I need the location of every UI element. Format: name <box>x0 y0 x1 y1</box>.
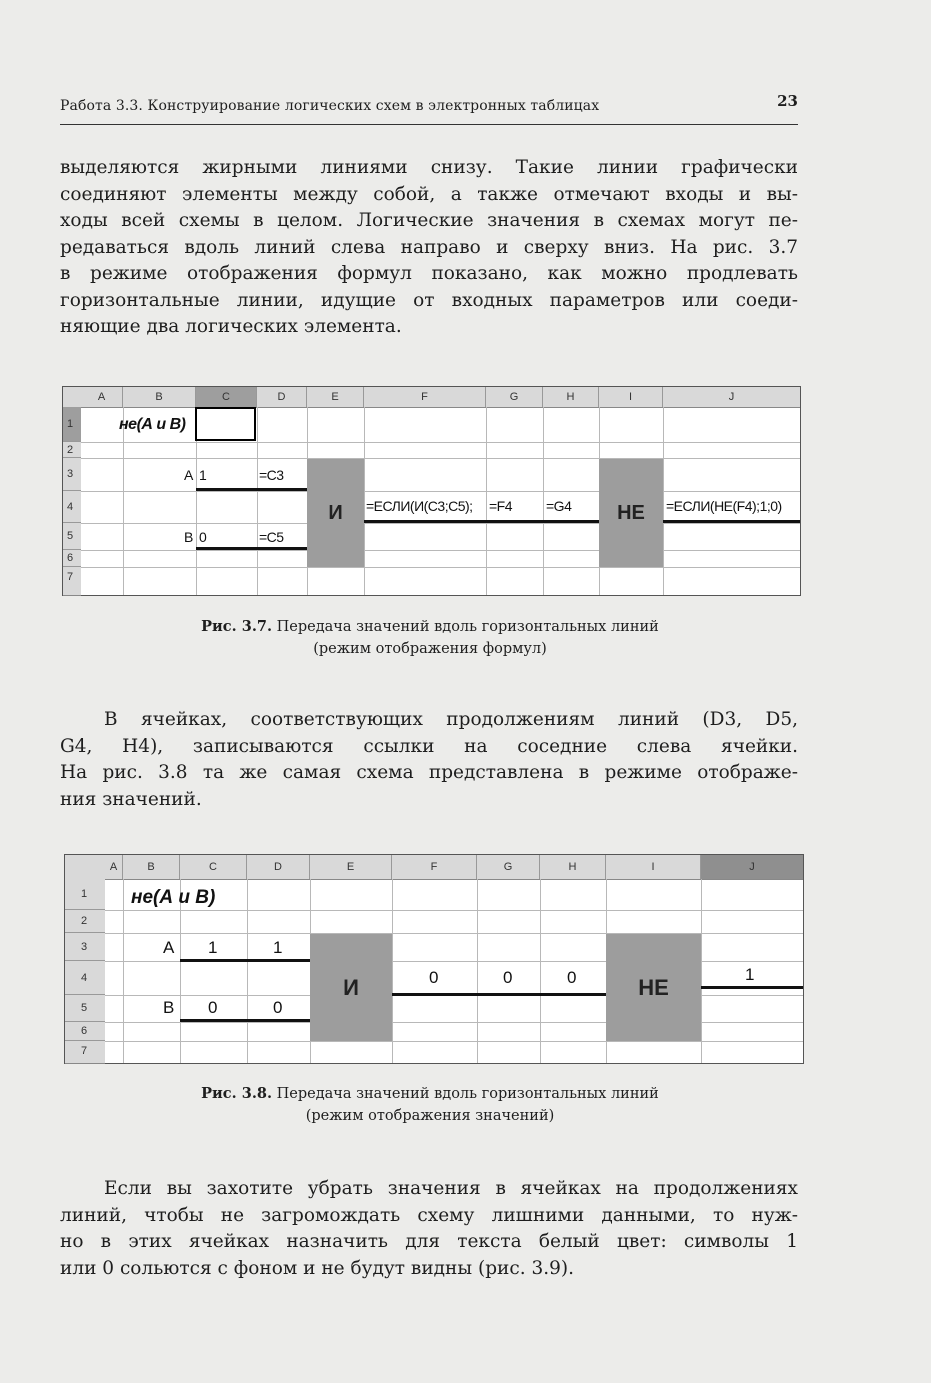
column-header-b: B <box>123 855 180 879</box>
column-header-f: F <box>392 855 477 879</box>
caption-label: Рис. 3.8. <box>201 1085 272 1102</box>
and-gate-block: И <box>310 934 392 1041</box>
text-line: в режиме отображения формул показано, как можно продлевать <box>60 263 798 284</box>
row-header-5: 5 <box>63 523 81 550</box>
output-line-j4 <box>701 986 803 989</box>
cell-d3-value: 1 <box>273 938 283 957</box>
cell-b5-label: В <box>163 998 175 1017</box>
caption-text: Передача значений вдоль горизонтальных линий <box>276 619 659 635</box>
grid-line <box>540 879 541 1063</box>
text-line: соединяют элементы между собой, а также отмечают входы и вы- <box>60 183 798 205</box>
column-header-a: A <box>81 387 123 407</box>
cell-j4-formula: =ЕСЛИ(НЕ(F4);1;0) <box>666 498 782 514</box>
row-header-6: 6 <box>63 550 81 567</box>
grid-line <box>392 879 393 1063</box>
not-gate-block: НЕ <box>606 934 701 1041</box>
row-header-4: 4 <box>65 961 105 995</box>
cell-j4-value: 1 <box>745 965 755 984</box>
running-header <box>60 90 798 125</box>
figure-3-8-caption <box>60 1083 800 1127</box>
paragraph-2 <box>60 707 798 813</box>
column-header-b: B <box>123 387 196 407</box>
caption-text: Передача значений вдоль горизонтальных линий <box>276 1086 659 1102</box>
column-header-h: H <box>543 387 599 407</box>
text-line: В ячейках, соответствующих продолжениям линий (D3, D5, <box>104 709 798 730</box>
column-header-d: D <box>247 855 310 879</box>
row-header-5: 5 <box>65 995 105 1022</box>
grid-line <box>81 523 800 524</box>
selected-cell-c1 <box>195 407 256 441</box>
cell-b3-label: А <box>184 467 193 483</box>
row-header-4: 4 <box>63 491 81 523</box>
line-extension-d5 <box>247 1019 310 1022</box>
grid-line <box>105 1041 803 1042</box>
column-header-g: G <box>486 387 543 407</box>
column-header-i: I <box>599 387 663 407</box>
output-line-j4 <box>663 520 800 523</box>
cell-h4-value: 0 <box>567 968 577 987</box>
row-header-1: 1 <box>63 407 81 442</box>
page-number: 23 <box>777 92 798 110</box>
text-line: но в этих ячейках назначить для текста белый цвет: символы 1 <box>60 1231 798 1252</box>
column-header-d: D <box>257 387 307 407</box>
row-header-1: 1 <box>65 879 105 910</box>
not-gate-block: НЕ <box>599 459 663 567</box>
connection-line-f4-h4 <box>392 993 606 996</box>
cell-b1-title: не(А и В) <box>119 416 186 433</box>
paragraph-3 <box>60 1176 798 1282</box>
row-header-7: 7 <box>63 567 81 595</box>
cell-b3-label: А <box>163 938 175 957</box>
grid-line <box>81 458 800 459</box>
cell-d3-formula: =C3 <box>259 467 284 483</box>
spreadsheet-figure-3-7 <box>62 386 801 596</box>
grid-line <box>477 879 478 1063</box>
column-header-i: I <box>606 855 701 879</box>
column-header-f: F <box>364 387 486 407</box>
grid-line <box>81 442 800 443</box>
text-line: редаваться вдоль линий слева направо и сверху вниз. На рис. 3.7 <box>60 236 798 258</box>
cell-h4-formula: =G4 <box>546 498 572 514</box>
row-header-3: 3 <box>65 933 105 961</box>
cell-g4-formula: =F4 <box>489 498 513 514</box>
input-line-b <box>180 1019 247 1022</box>
cell-c3-value: 1 <box>208 938 218 957</box>
column-header-g: G <box>477 855 540 879</box>
caption-text: (режим отображения значений) <box>305 1108 555 1124</box>
text-line: ния значений. <box>60 788 202 810</box>
column-header-j: J <box>701 855 803 879</box>
grid-line <box>81 567 800 568</box>
column-header-c: C <box>180 855 247 879</box>
spreadsheet-figure-3-8 <box>64 854 804 1064</box>
grid-line <box>123 879 124 1063</box>
cell-d5-formula: =C5 <box>259 529 284 545</box>
text-line: или 0 сольются с фоном и не будут видны (рис. 3.9). <box>60 1257 575 1279</box>
cell-d5-value: 0 <box>273 998 283 1017</box>
row-header-2: 2 <box>65 910 105 933</box>
and-gate-block: И <box>307 459 364 567</box>
column-header-e: E <box>307 387 364 407</box>
cell-f4-formula: =ЕСЛИ(И(C3;C5); <box>366 498 473 514</box>
input-line-a <box>196 488 257 491</box>
line-extension-d3 <box>257 488 307 491</box>
figure-3-7-caption <box>60 616 800 660</box>
text-line: линий, чтобы не загромождать схему лишними данными, то нуж- <box>60 1204 798 1226</box>
cell-b1-title: не(А и В) <box>131 887 216 908</box>
text-line: Если вы захотите убрать значения в ячейках на продолжениях <box>104 1178 798 1199</box>
input-line-b <box>196 547 257 550</box>
cell-c5-value: 0 <box>208 998 218 1017</box>
grid-line <box>105 910 803 911</box>
grid-line <box>701 879 702 1063</box>
connection-line-f4-h4 <box>364 520 599 523</box>
cell-g4-value: 0 <box>503 968 513 987</box>
column-header-j: J <box>663 387 800 407</box>
text-line: горизонтальные линии, идущие от входных параметров или соеди- <box>60 289 798 311</box>
line-extension-d3 <box>247 959 310 962</box>
input-line-a <box>180 959 247 962</box>
text-line: G4, H4), записываются ссылки на соседние слева ячейки. <box>60 735 798 757</box>
text-line: ходы всей схемы в целом. Логические значения в схемах могут пе- <box>60 210 798 231</box>
grid-line <box>81 550 800 551</box>
grid-line <box>247 879 248 1063</box>
cell-b5-label: В <box>184 529 193 545</box>
text-line: няющие два логических элемента. <box>60 316 402 337</box>
paragraph-1 <box>60 155 798 341</box>
text-line: выделяются жирными линиями снизу. Такие линии графически <box>60 157 798 178</box>
column-header-a: A <box>105 855 123 879</box>
header-title: Работа 3.3. Конструирование логических схем в электронных таблицах <box>60 98 600 114</box>
row-header-6: 6 <box>65 1022 105 1041</box>
line-extension-d5 <box>257 547 307 550</box>
column-header-c: C <box>196 387 257 407</box>
text-line: На рис. 3.8 та же самая схема представлена в режиме отображе- <box>60 762 798 783</box>
column-header-h: H <box>540 855 606 879</box>
cell-f4-value: 0 <box>429 968 439 987</box>
row-header-3: 3 <box>63 458 81 491</box>
grid-line <box>81 491 800 492</box>
row-header-2: 2 <box>63 442 81 458</box>
cell-c3-value: 1 <box>199 467 207 483</box>
caption-label: Рис. 3.7. <box>201 618 272 635</box>
column-header-e: E <box>310 855 392 879</box>
caption-text: (режим отображения формул) <box>313 641 547 657</box>
cell-c5-value: 0 <box>199 529 207 545</box>
row-header-7: 7 <box>65 1041 105 1063</box>
